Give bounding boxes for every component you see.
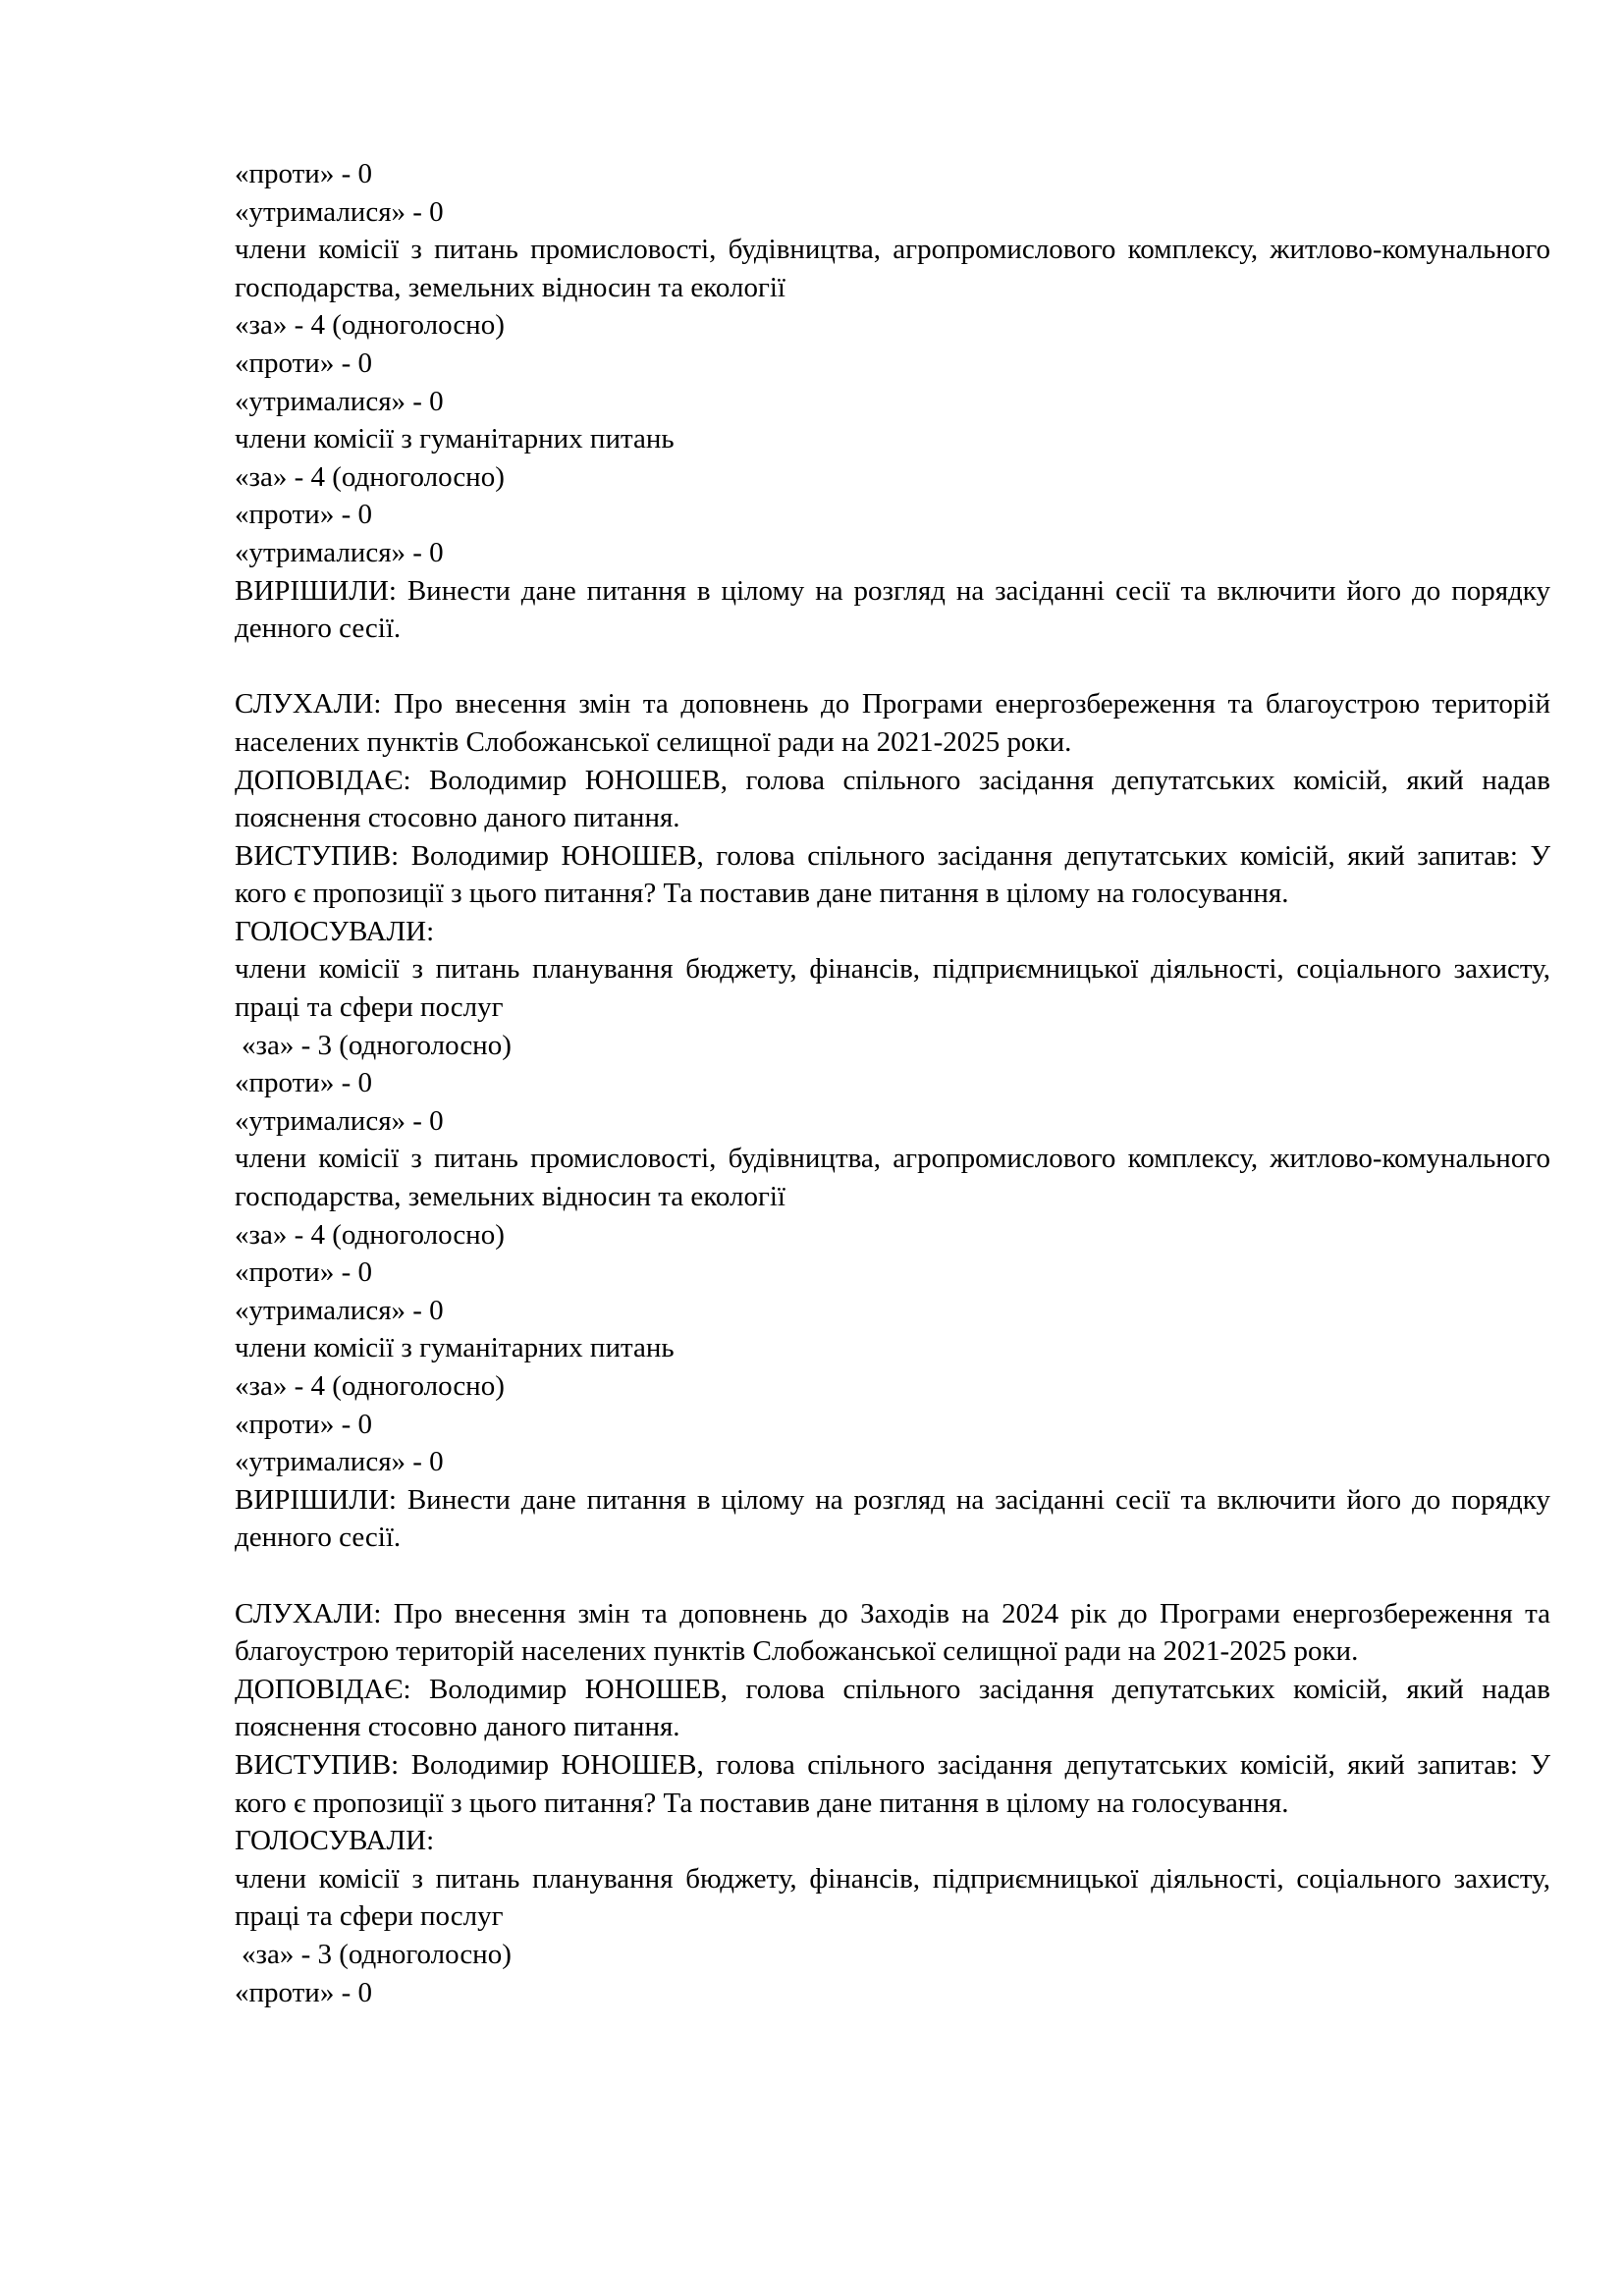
document-page	[235, 155, 1550, 2011]
vote-block-continued	[235, 155, 1550, 648]
agenda-item-energy-program	[235, 685, 1550, 1557]
vote-against: «проти» - 0	[235, 158, 372, 189]
heard-text: СЛУХАЛИ: Про внесення змін та доповнень до Програми енергозбереження та благоустрою територій населених пунктів Слобожанської селищної ради на 2021-2025 роки.	[235, 688, 1550, 758]
agenda-item-energy-measures-2024	[235, 1595, 1550, 2012]
vote-against: «проти» - 0	[235, 1408, 372, 1440]
speaker-text: ВИСТУПИВ: Володимир ЮНОШЕВ, голова спільного засідання депутатських комісій, який запитав: У кого є пропозиції з цього питання? Та поставив дане питання в цілому на голосування.	[235, 1748, 1550, 1819]
vote-against: «проти» - 0	[235, 1256, 372, 1289]
vote-abstained: «утрималися» - 0	[235, 385, 444, 417]
paragraph-gap	[235, 1557, 1550, 1595]
vote-abstained: «утрималися» - 0	[235, 536, 444, 568]
vote-for: «за» - 4 (одноголосно)	[235, 1370, 505, 1402]
committee-humanitarian-label: члени комісії з гуманітарних питань	[235, 1332, 675, 1364]
vote-against: «проти» - 0	[235, 499, 372, 531]
reporter-text: ДОПОВІДАЄ: Володимир ЮНОШЕВ, голова спільного засідання депутатських комісій, який надав пояснення стосовно даного питання.	[235, 1673, 1550, 1743]
committee-budget-label: члени комісії з питань планування бюджету, фінансів, підприємницької діяльності, соціального захисту, праці та сфери послуг	[235, 953, 1550, 1024]
paragraph-gap	[235, 648, 1550, 686]
vote-against: «проти» - 0	[235, 347, 372, 379]
decision-text: ВИРІШИЛИ: Винести дане питання в цілому на розгляд на засіданні сесії та включити його до порядку денного сесії.	[235, 574, 1550, 645]
vote-abstained: «утрималися» - 0	[235, 1446, 444, 1478]
vote-for: «за» - 3 (одноголосно)	[242, 1938, 512, 1970]
vote-against: «проти» - 0	[235, 1976, 372, 2008]
committee-humanitarian-label: члени комісії з гуманітарних питань	[235, 423, 675, 455]
heard-text: СЛУХАЛИ: Про внесення змін та доповнень до Заходів на 2024 рік до Програми енергозбереження та благоустрою територій населених пунктів Слобожанської селищної ради на 2021-2025 роки.	[235, 1597, 1550, 1668]
voted-heading: ГОЛОСУВАЛИ:	[235, 915, 435, 947]
vote-for: «за» - 4 (одноголосно)	[235, 309, 505, 342]
vote-for: «за» - 4 (одноголосно)	[235, 1218, 505, 1251]
vote-abstained: «утрималися» - 0	[235, 195, 444, 228]
vote-against: «проти» - 0	[235, 1067, 372, 1099]
speaker-text: ВИСТУПИВ: Володимир ЮНОШЕВ, голова спільного засідання депутатських комісій, який запитав: У кого є пропозиції з цього питання? Та поставив дане питання в цілому на голосування.	[235, 839, 1550, 910]
committee-budget-label: члени комісії з питань планування бюджету, фінансів, підприємницької діяльності, соціального захисту, праці та сфери послуг	[235, 1862, 1550, 1933]
vote-abstained: «утрималися» - 0	[235, 1294, 444, 1326]
vote-for: «за» - 4 (одноголосно)	[235, 460, 505, 493]
reporter-text: ДОПОВІДАЄ: Володимир ЮНОШЕВ, голова спільного засідання депутатських комісій, який надав пояснення стосовно даного питання.	[235, 764, 1550, 834]
committee-industry-label: члени комісії з питань промисловості, будівництва, агропромислового комплексу, житлово-комунального господарства, земельних відносин та екології	[235, 234, 1550, 303]
vote-abstained: «утрималися» - 0	[235, 1104, 444, 1137]
vote-for: «за» - 3 (одноголосно)	[242, 1029, 512, 1061]
voted-heading: ГОЛОСУВАЛИ:	[235, 1825, 435, 1857]
committee-industry-label: члени комісії з питань промисловості, будівництва, агропромислового комплексу, житлово-комунального господарства, земельних відносин та екології	[235, 1143, 1550, 1213]
decision-text: ВИРІШИЛИ: Винести дане питання в цілому на розгляд на засіданні сесії та включити його до порядку денного сесії.	[235, 1483, 1550, 1554]
